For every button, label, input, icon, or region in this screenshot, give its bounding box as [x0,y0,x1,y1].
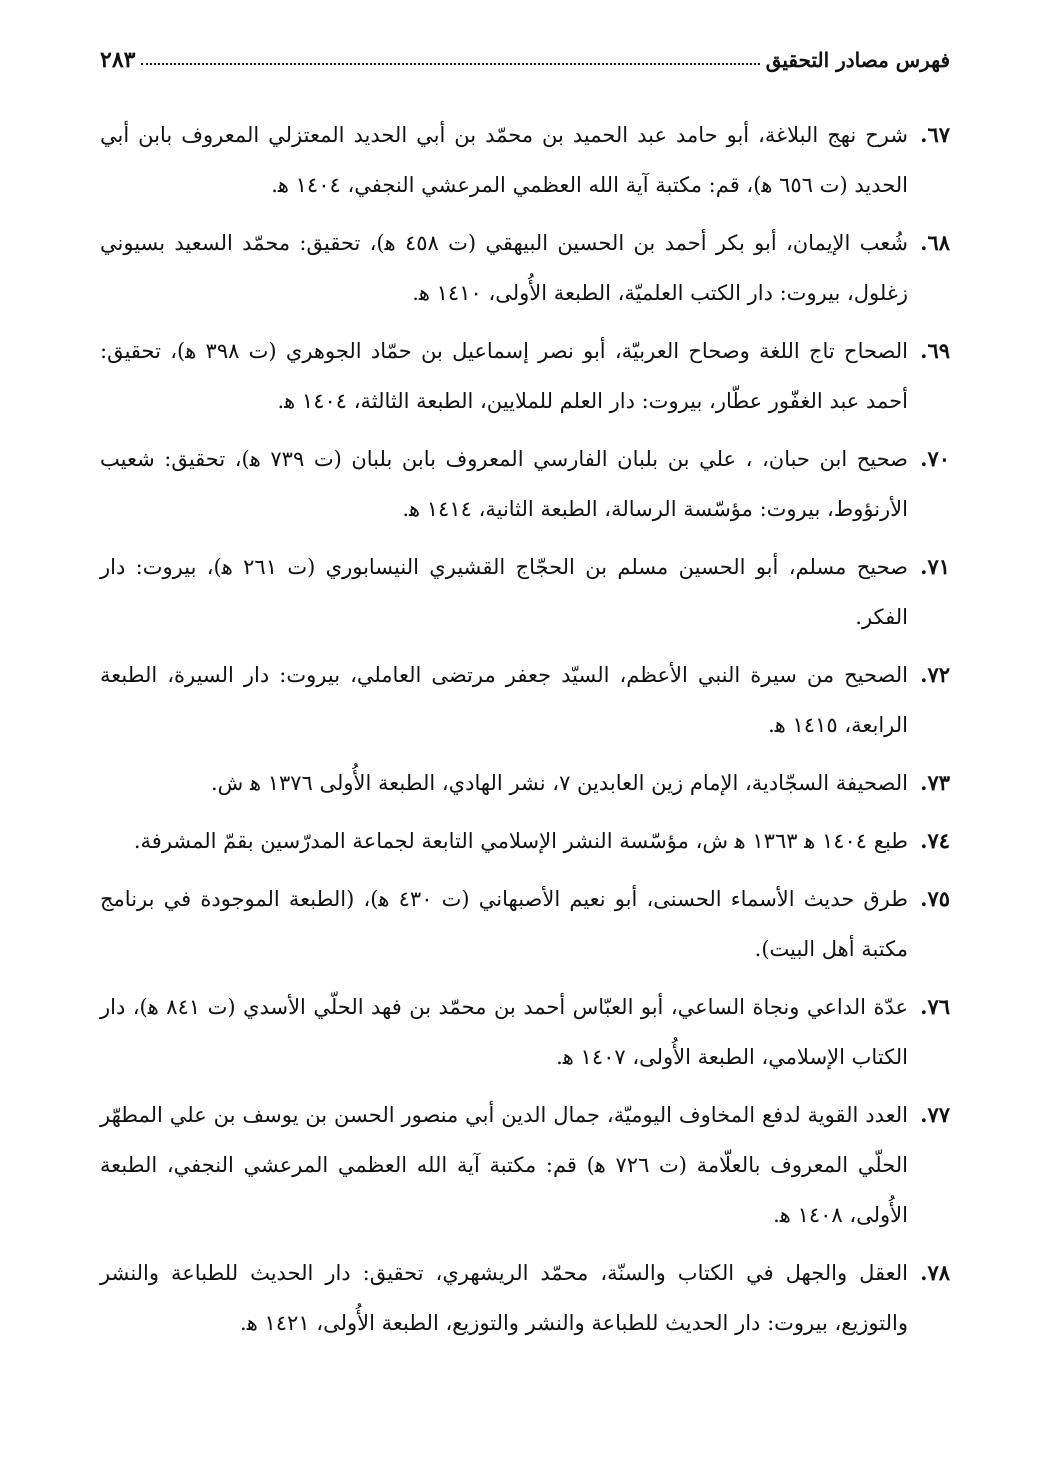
page-number: ٢٨٣ [100,47,136,73]
bibliography-entry [100,326,950,426]
page-header [100,40,950,80]
entry-text: الصحيفة السجّادية، الإمام زين العابدين ٧، نشر الهادي، الطبعة الأُولى ١٣٧٦ ﻫ ش. [210,771,908,795]
entry-number: ٧٧. [920,1102,950,1127]
entry-number: ٧٢. [920,662,950,687]
entry-number: ٧٦. [920,994,950,1019]
bibliography-entry [100,218,950,318]
bibliography-entry [100,758,950,808]
running-title: فهرس مصادر التحقيق [765,48,950,72]
entry-text: العدد القوية لدفع المخاوف اليوميّة، جمال الدين أبي منصور الحسن بن يوسف بن علي المطهّر الحلّي المعروف بالعلّامة (ت ٧٢٦ ﻫ) قم: مكتبة آية الله العظمي المرعشي النجفي، الطبعة الأُولى، ١٤٠٨ ﻫ. [100,1103,908,1227]
entry-number: ٦٧. [920,122,950,147]
entry-text: طرق حديث الأسماء الحسنى، أبو نعيم الأصبهاني (ت ٤٣٠ ﻫ)، (الطبعة الموجودة في برنامج مكتبة أهل البيت). [100,887,908,961]
bibliography-entry [100,110,950,210]
bibliography-entry [100,982,950,1082]
entry-number: ٧٨. [920,1260,950,1285]
bibliography-entry [100,650,950,750]
entry-text: الصحاح تاج اللغة وصحاح العربيّة، أبو نصر إسماعيل بن حمّاد الجوهري (ت ٣٩٨ ﻫ)، تحقيق: أحمد عبد الغفّور عطّار، بيروت: دار العلم للملايين، الطبعة الثالثة، ١٤٠٤ ﻫ. [100,339,908,413]
entry-text: شرح نهج البلاغة، أبو حامد عبد الحميد بن محمّد بن أبي الحديد المعتزلي المعروف بابن أبي الحديد (ت ٦٥٦ ﻫ)، قم: مكتبة آية الله العظمي المرعشي النجفي، ١٤٠٤ ﻫ. [100,123,908,197]
entry-number: ٧٠. [920,446,950,471]
entry-number: ٧١. [920,554,950,579]
entry-text: طبع ١٤٠٤ ﻫ ١٣٦٣ ﻫ ش، مؤسّسة النشر الإسلامي التابعة لجماعة المدرّسين بقمّ المشرفة. [133,829,908,853]
entry-text: صحيح ابن حبان، ، علي بن بلبان الفارسي المعروف بابن بلبان (ت ٧٣٩ ﻫ)، تحقيق: شعيب الأرنؤوط، بيروت: مؤسّسة الرسالة، الطبعة الثانية، ١٤١٤ ﻫ. [100,447,908,521]
bibliography-list [100,110,950,1356]
entry-number: ٦٨. [920,230,950,255]
entry-number: ٧٥. [920,886,950,911]
entry-number: ٧٣. [920,770,950,795]
bibliography-entry [100,1248,950,1348]
entry-text: صحيح مسلم، أبو الحسين مسلم بن الحجّاج القشيري النيسابوري (ت ٢٦١ ﻫ)، بيروت: دار الفكر. [100,555,909,629]
leader-dots [141,63,759,65]
entry-number: ٦٩. [920,338,950,363]
bibliography-entry [100,874,950,974]
bibliography-entry [100,542,950,642]
entry-text: الصحيح من سيرة النبي الأعظم، السيّد جعفر مرتضى العاملي، بيروت: دار السيرة، الطبعة الرابعة، ١٤١٥ ﻫ. [100,663,908,737]
entry-text: العقل والجهل في الكتاب والسنّة، محمّد الريشهري، تحقيق: دار الحديث للطباعة والنشر والتوزيع، بيروت: دار الحديث للطباعة والنشر والتوزيع، الطبعة الأُولى، ١٤٢١ ﻫ. [100,1261,908,1335]
bibliography-entry [100,816,950,866]
entry-number: ٧٤. [920,828,950,853]
bibliography-entry [100,1090,950,1240]
entry-text: عدّة الداعي ونجاة الساعي، أبو العبّاس أحمد بن محمّد بن فهد الحلّي الأسدي (ت ٨٤١ ﻫ)، دار الكتاب الإسلامي، الطبعة الأُولى، ١٤٠٧ ﻫ. [100,995,909,1069]
bibliography-entry [100,434,950,534]
entry-text: شُعب الإيمان، أبو بكر أحمد بن الحسين البيهقي (ت ٤٥٨ ﻫ)، تحقيق: محمّد السعيد بسيوني زغلول، بيروت: دار الكتب العلميّة، الطبعة الأُولى، ١٤١٠ ﻫ. [100,231,908,305]
